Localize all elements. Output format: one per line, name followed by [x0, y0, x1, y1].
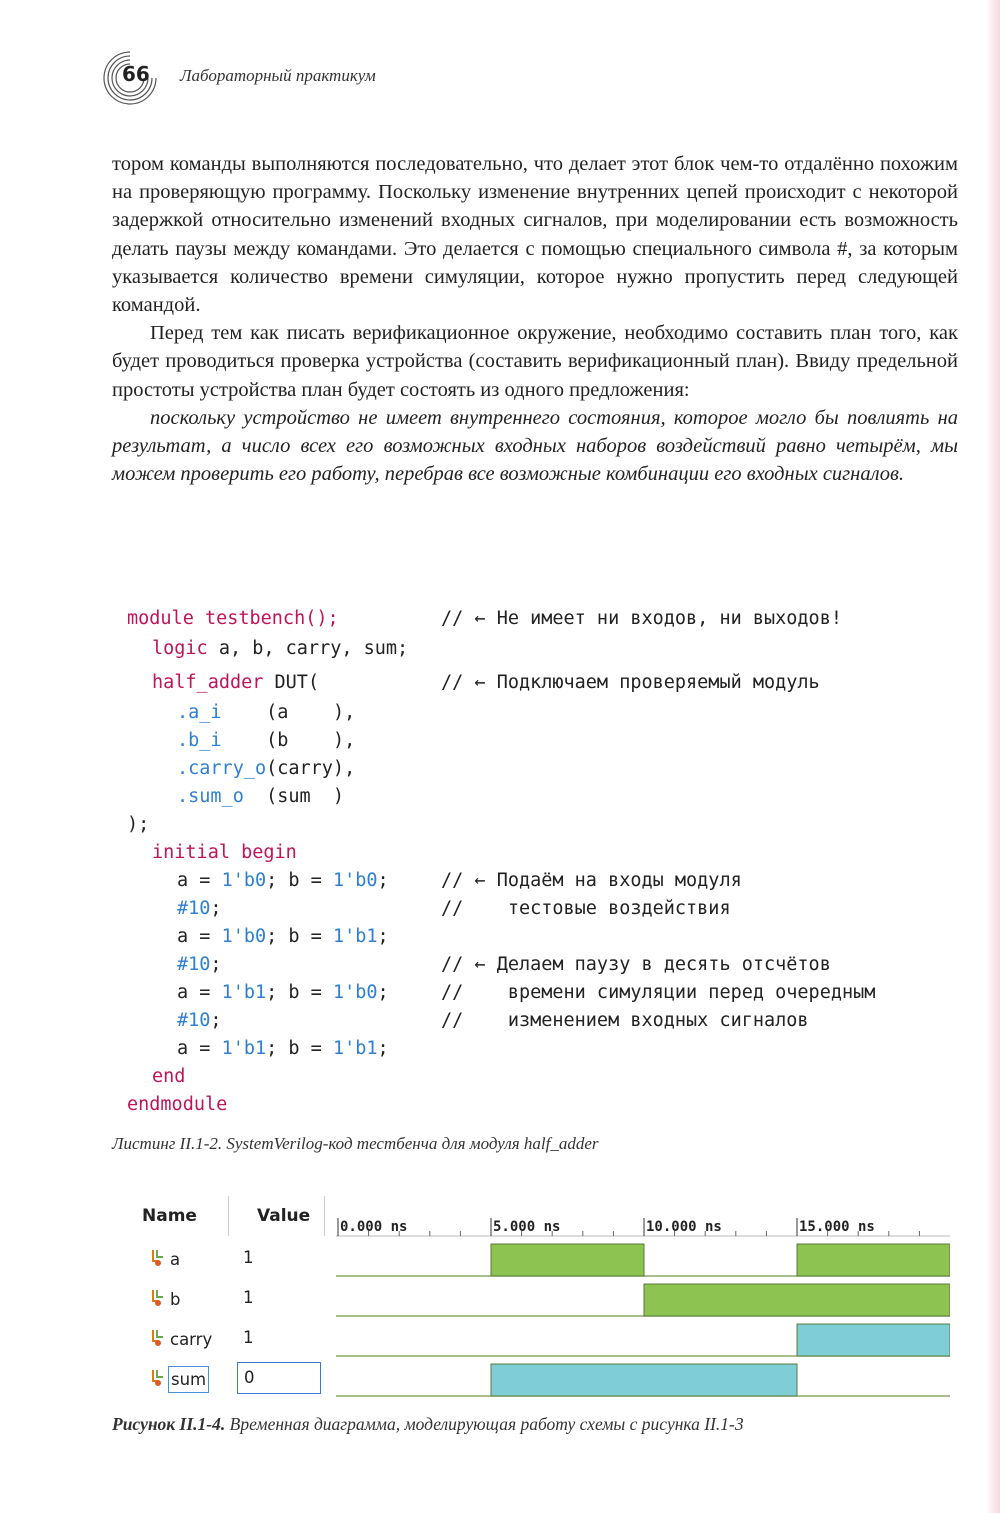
- code-line: );: [127, 814, 150, 835]
- time-label: 0.000 ns: [340, 1219, 408, 1235]
- code-line: a = 1'b1; b = 1'b1;: [177, 1038, 389, 1059]
- page-header: [100, 48, 700, 108]
- signal-high-pulse: [491, 1244, 644, 1276]
- code-line: module testbench();: [127, 608, 339, 629]
- code-line: #10;: [177, 954, 222, 975]
- signal-value[interactable]: 0: [237, 1362, 321, 1394]
- time-label: 5.000 ns: [493, 1219, 561, 1235]
- code-line: endmodule: [127, 1094, 228, 1115]
- figure-caption: Рисунок II.1-4. Временная диаграмма, моделирующая работу схемы с рисунка II.1-3: [112, 1414, 744, 1434]
- signal-name: b: [170, 1290, 181, 1309]
- code-line: a = 1'b0; b = 1'b1;: [177, 926, 389, 947]
- paragraph-2: Перед тем как писать верификационное окружение, необходимо составить план того, как будет проводиться проверка устройства (составить верификационный план). Ввиду предельной простоты устройства план будет состоять из одного предложения:: [112, 322, 958, 401]
- code-line: initial begin: [152, 842, 297, 863]
- code-line: logic a, b, carry, sum;: [152, 638, 409, 659]
- signal-value: 1: [243, 1328, 254, 1347]
- name-column-header: Name: [142, 1206, 197, 1226]
- code-comment: // тестовые воздействия: [441, 898, 731, 919]
- signal-icon: [150, 1369, 166, 1387]
- code-comment: // ← Подключаем проверяемый модуль: [441, 672, 820, 693]
- code-comment: // ← Не имеет ни входов, ни выходов!: [441, 608, 842, 629]
- code-comment: // ← Делаем паузу в десять отсчётов: [441, 954, 831, 975]
- signal-value: 1: [243, 1288, 254, 1307]
- signal-name: sum: [168, 1366, 209, 1393]
- code-line: .b_i (b ),: [177, 730, 356, 751]
- paragraph-1: тором команды выполняются последовательно, что делает этот блок чем-то отдалённо похожим на проверяющую программу. Поскольку изменение внутренних цепей происходит с некоторой задержкой относительно изменений входных сигналов, при моделировании есть возможность делать паузы между командами. Это делается с помощью специального символа #, за которым указывается количество времени симуляции, которое нужно пропустить перед следующей командой.: [112, 153, 958, 317]
- signal-high-pulse: [644, 1284, 950, 1316]
- paragraph-verification-plan: поскольку устройство не имеет внутреннего состояния, которое могло бы повлиять на результат, а число всех его возможных входных наборов воздействий равно четырём, мы можем проверить его работу, перебрав все возможные комбинации его входных сигналов.: [112, 406, 958, 486]
- page-edge: [986, 0, 1000, 1513]
- code-line: #10;: [177, 898, 222, 919]
- waveform-plot: [336, 1196, 950, 1406]
- code-comment: // изменением входных сигналов: [441, 1010, 809, 1031]
- listing-caption: Листинг II.1-2. SystemVerilog-код тестбенча для модуля half_adder: [112, 1134, 599, 1153]
- body-text: [112, 150, 958, 488]
- page-number: 66: [122, 62, 150, 86]
- code-line: .a_i (a ),: [177, 702, 356, 723]
- signal-icon: [150, 1289, 166, 1307]
- waveform-viewer: [112, 1196, 950, 1406]
- signal-icon: [150, 1329, 166, 1347]
- signal-icon: [150, 1249, 166, 1267]
- signal-high-pulse: [797, 1244, 950, 1276]
- code-line: .carry_o(carry),: [177, 758, 356, 779]
- code-line: a = 1'b1; b = 1'b0;: [177, 982, 389, 1003]
- signal-value: 1: [243, 1248, 254, 1267]
- value-column-header: Value: [257, 1206, 311, 1226]
- time-label: 10.000 ns: [646, 1219, 722, 1235]
- code-line: half_adder DUT(: [152, 672, 320, 693]
- signal-name: a: [170, 1250, 181, 1269]
- code-line: end: [152, 1066, 186, 1087]
- code-comment: // времени симуляции перед очередным: [441, 982, 876, 1003]
- running-title: Лабораторный практикум: [180, 66, 376, 85]
- column-divider: [228, 1196, 229, 1236]
- code-comment: // ← Подаём на входы модуля: [441, 870, 742, 891]
- signal-high-pulse: [797, 1324, 950, 1356]
- column-divider: [324, 1196, 325, 1236]
- time-label: 15.000 ns: [799, 1219, 875, 1235]
- signal-high-pulse: [491, 1364, 797, 1396]
- code-line: #10;: [177, 1010, 222, 1031]
- signal-name: carry: [170, 1330, 213, 1349]
- code-line: .sum_o (sum ): [177, 786, 345, 807]
- code-line: a = 1'b0; b = 1'b0;: [177, 870, 389, 891]
